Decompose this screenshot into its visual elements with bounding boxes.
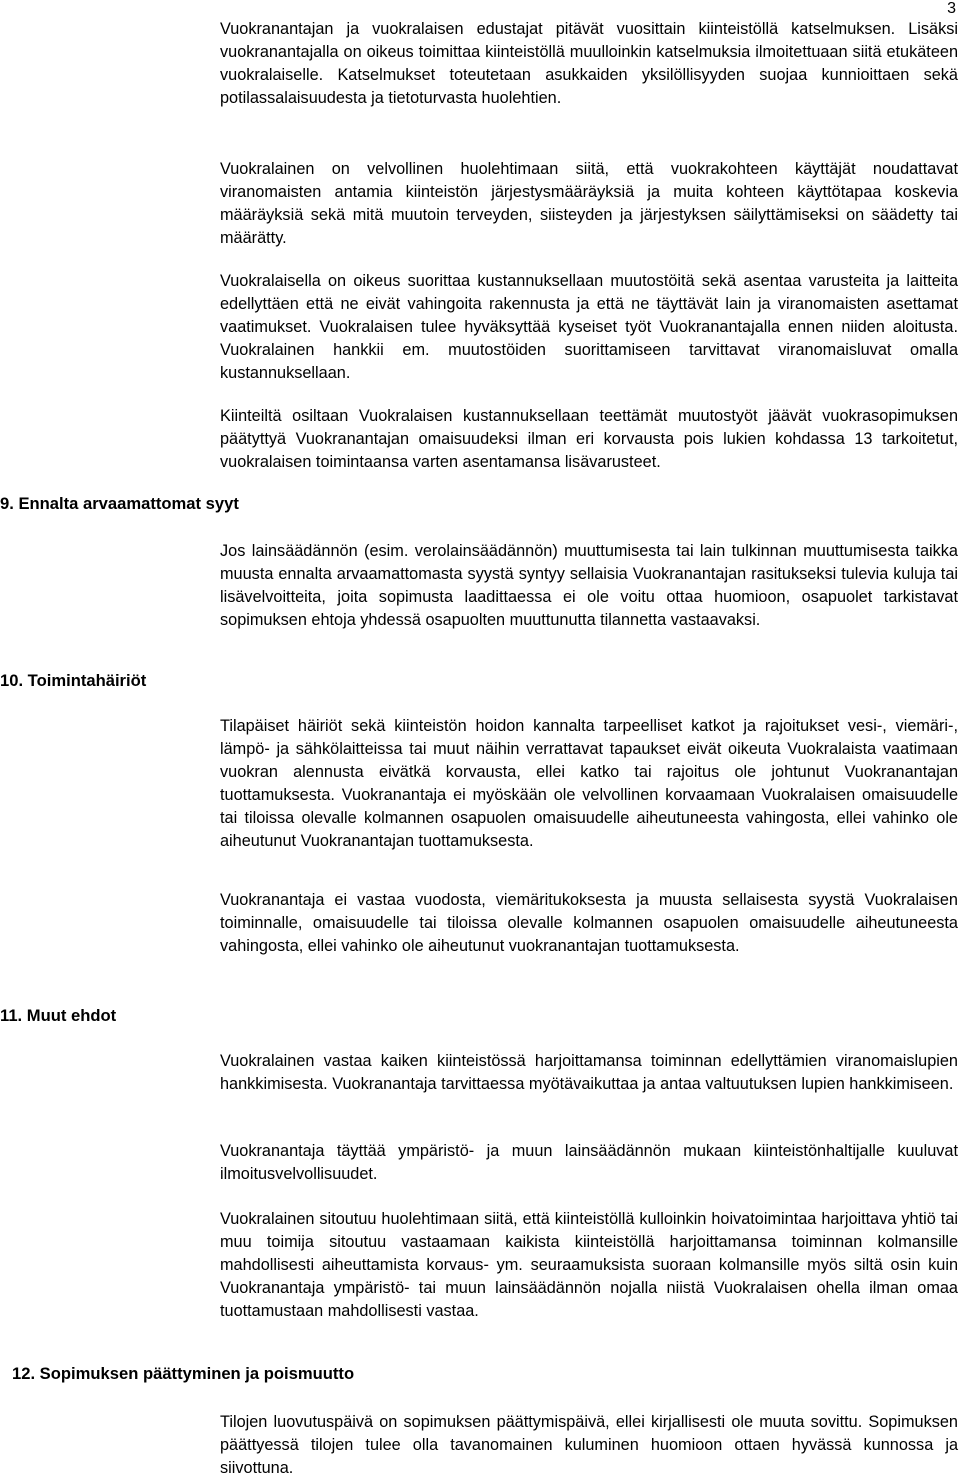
- paragraph-handover: Tilojen luovutuspäivä on sopimuksen päättymispäivä, ellei kirjallisesti ole muuta sovittu. Sopimuksen päättyessä tilojen tulee olla tavanomainen kuluminen huomioon ottaen hyvässä kunnossa ja siivottuna.: [220, 1413, 958, 1477]
- paragraph-alterations: Vuokralaisella on oikeus suorittaa kustannuksellaan muutostöitä sekä asentaa varusteita ja laitteita edellyttäen että ne eivät vahingoita rakennusta ja että ne täyttävät lain ja viranomaisten asettamat vaatimukset. Vuokralaisen tulee hyväksyttää kyseiset työt Vuokranantajalla ennen niiden aloitusta. Vuokralainen hankkii em. muutostöiden suorittamiseen tarvittavat viranomaisluvat omalla kustannuksellaan.: [220, 272, 958, 382]
- section-heading-9: 9. Ennalta arvaamattomat syyt: [0, 494, 239, 513]
- section-heading-10: 10. Toimintahäiriöt: [0, 671, 147, 690]
- paragraph-leak-liability: Vuokranantaja ei vastaa vuodosta, viemäritukoksesta ja muusta sellaisesta syystä Vuokralaisen toiminnalle, omaisuudelle tai tiloissa olevalle kolmannen osapuolen omaisuudelle aiheutuneesta vahingosta, ellei vahinko ole aiheutunut vuokranantajan tuottamuksesta.: [220, 891, 958, 955]
- section-heading-12: 12. Sopimuksen päättyminen ja poismuutto: [12, 1364, 355, 1383]
- paragraph-third-party-liability: Vuokralainen sitoutuu huolehtimaan siitä, että kiinteistöllä kulloinkin hoivatoimintaa harjoittava yhtiö tai muu toimija sitoutuu vastaamaan kaikista kiinteistöllä harjoittamansa toiminnan kolmansille mahdollisesti aiheuttamista korvaus- ym. seuraamuksista suoraan kolmansille myös siltä osin kuin Vuokranantaja ympäristö- tai muun lainsäädännön nojalla niistä Vuokralaisen ohella ilman omaa tuottamustaan mahdollisesti vastaa.: [220, 1210, 958, 1320]
- paragraph-permits: Vuokralainen vastaa kaiken kiinteistössä harjoittamansa toiminnan edellyttämien viranomaislupien hankkimisesta. Vuokranantaja tarvittaessa myötävaikuttaa ja antaa valtuutuksen lupien hankkimiseen.: [220, 1052, 958, 1093]
- page-number: 3: [947, 0, 956, 17]
- paragraph-tenant-obligations: Vuokralainen on velvollinen huolehtimaan siitä, että vuokrakohteen käyttäjät noudattavat viranomaisten antamia kiinteistön järjestysmääräyksiä ja muita kohteen käyttötapaa koskevia määräyksiä sekä mitä muutoin terveyden, siisteyden ja järjestyksen säilyttämiseksi on säädetty tai määrätty.: [220, 160, 958, 247]
- paragraph-alterations-ownership: Kiinteiltä osiltaan Vuokralaisen kustannuksellaan teettämät muutostyöt jäävät vuokrasopimuksen päätyttyä Vuokranantajan omaisuudeksi ilman eri korvausta pois lukien kohdassa 13 tarkoitetut, vuokralaisen toimintaansa varten asentamansa lisävarusteet.: [220, 407, 958, 471]
- paragraph-inspections: Vuokranantajan ja vuokralaisen edustajat pitävät vuosittain kiinteistöllä katselmuksen. Lisäksi vuokranantajalla on oikeus toimittaa kiinteistöllä muulloinkin katselmuksia ilmoitettuaan siitä etukäteen vuokralaiselle. Katselmukset toteutetaan asukkaiden yksilöllisyyden suojaa kunnioittaen sekä potilassalaisuudesta ja tietoturvasta huolehtien.: [220, 20, 958, 107]
- paragraph-unforeseen-causes: Jos lainsäädännön (esim. verolainsäädännön) muuttumisesta tai lain tulkinnan muuttumisesta taikka muusta ennalta arvaamattomasta syystä syntyy sellaisia Vuokranantajan rasitukseksi tulevia kuluja tai lisävelvoitteita, joita sopimusta laadittaessa ei ole voitu ottaa huomioon, osapuolet tarkistavat sopimuksen ehtoja yhdessä osapuolten muuttunutta tilannetta vastaavaksi.: [220, 542, 958, 629]
- section-heading-11: 11. Muut ehdot: [0, 1006, 117, 1025]
- paragraph-environmental-notifications: Vuokranantaja täyttää ympäristö- ja muun lainsäädännön mukaan kiinteistönhaltijalle kuuluvat ilmoitusvelvollisuudet.: [220, 1142, 958, 1183]
- paragraph-temporary-disruptions: Tilapäiset häiriöt sekä kiinteistön hoidon kannalta tarpeelliset katkot ja rajoitukset vesi-, viemäri-, lämpö- ja sähkölaitteissa tai muut näihin verrattavat tapaukset eivät oikeuta Vuokralaista vaatimaan vuokran alennusta eivätkä korvausta, ellei katko tai rajoitus ole johtunut Vuokranantajan tuottamuksesta. Vuokranantaja ei myöskään ole velvollinen korvaamaan Vuokralaisen omaisuudelle tai tiloissa olevalle kolmannen osapuolen omaisuudelle aiheutuneesta vahingosta, ellei vahinko ole aiheutunut Vuokranantajan tuottamuksesta.: [220, 717, 958, 850]
